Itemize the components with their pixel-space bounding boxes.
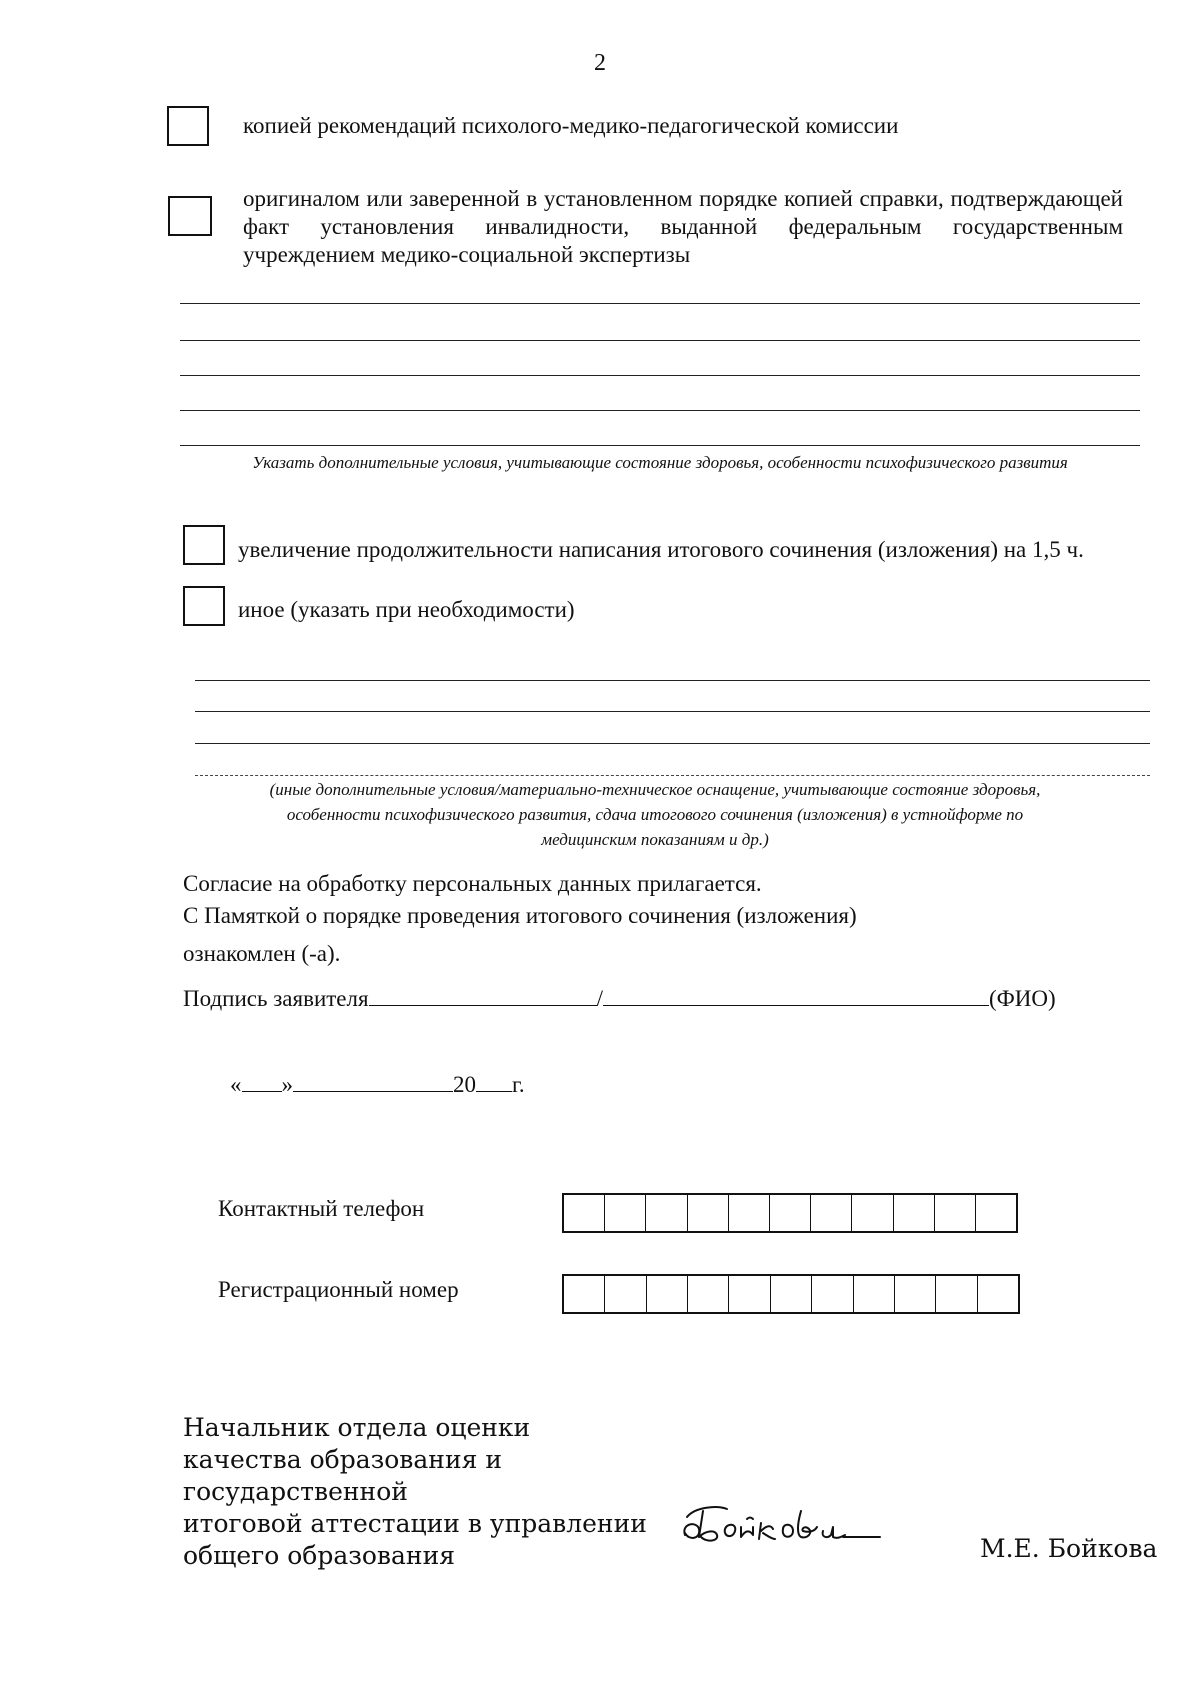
conditions-line-3[interactable]	[180, 375, 1140, 376]
other-label: иное (указать при необходимости)	[238, 597, 575, 622]
disability-certificate-label: оригиналом или заверенной в установленном порядке копией справки, подтверждающей факт установления инвалидности, выданной федеральным государственным учреждением медико-социальной экспертизы	[243, 186, 1123, 267]
other-checkbox[interactable]	[183, 586, 225, 626]
conditions-line-1[interactable]	[180, 303, 1140, 304]
pmpk-copy-checkbox[interactable]	[167, 106, 209, 146]
signature-separator: /	[596, 986, 603, 1011]
date-day-input[interactable]	[242, 1068, 282, 1092]
position-line-4: общего образования	[183, 1541, 456, 1570]
consent-line-1: Согласие на обработку персональных данных прилагается.	[183, 871, 762, 896]
handwritten-signature	[675, 1495, 895, 1555]
conditions-line-2[interactable]	[180, 340, 1140, 341]
registration-number-cell[interactable]	[729, 1276, 770, 1312]
pmpk-copy-label: копией рекомендаций психолого-медико-педагогической комиссии	[243, 113, 899, 138]
conditions-line-5[interactable]	[180, 445, 1140, 446]
date-row	[230, 1068, 830, 1099]
conditions-line-4[interactable]	[180, 410, 1140, 411]
signature-input[interactable]	[369, 982, 597, 1006]
registration-number-grid[interactable]	[562, 1274, 1020, 1314]
position-line-3: итоговой аттестации в управлении	[183, 1509, 647, 1538]
other-line-1[interactable]	[195, 680, 1150, 681]
consent-line-2: С Памяткой о порядке проведения итогового сочинения (изложения)	[183, 903, 857, 928]
registration-number-cell[interactable]	[647, 1276, 688, 1312]
additional-conditions-caption: Указать дополнительные условия, учитывающие состояние здоровья, особенности психофизического развития	[252, 453, 1068, 472]
contact-phone-cell[interactable]	[605, 1195, 646, 1231]
fio-label: (ФИО)	[988, 986, 1056, 1011]
other-line-4[interactable]	[195, 775, 1150, 776]
contact-phone-cell[interactable]	[976, 1195, 1016, 1231]
contact-phone-cell[interactable]	[811, 1195, 852, 1231]
registration-number-cell[interactable]	[605, 1276, 646, 1312]
registration-number-cell[interactable]	[564, 1276, 605, 1312]
registration-number-cell[interactable]	[978, 1276, 1018, 1312]
date-close-quote: »	[281, 1072, 293, 1097]
other-line-3[interactable]	[195, 743, 1150, 744]
date-year-suffix: г.	[512, 1072, 525, 1097]
disability-certificate-checkbox[interactable]	[168, 196, 212, 236]
contact-phone-cell[interactable]	[646, 1195, 687, 1231]
contact-phone-cell[interactable]	[564, 1195, 605, 1231]
registration-number-cell[interactable]	[936, 1276, 977, 1312]
date-month-input[interactable]	[293, 1068, 453, 1092]
extended-time-checkbox[interactable]	[183, 525, 225, 565]
position-line-1: Начальник отдела оценки	[183, 1413, 531, 1442]
signature-label: Подпись заявителя	[183, 986, 369, 1011]
fio-input[interactable]	[603, 982, 989, 1006]
registration-number-cell[interactable]	[854, 1276, 895, 1312]
date-year-prefix: 20	[453, 1072, 476, 1097]
signatory-position	[183, 1412, 723, 1572]
contact-phone-cell[interactable]	[770, 1195, 811, 1231]
other-conditions-caption: (иные дополнительные условия/материально-техническое оснащение, учитывающие состояние здоровья, особенности психофизического развития, сдача итогового сочинения (изложения) в устнойформе по медицинским показаниям и др.)	[269, 780, 1041, 849]
contact-phone-cell[interactable]	[852, 1195, 893, 1231]
registration-number-label: Регистрационный номер	[218, 1277, 459, 1302]
contact-phone-cell[interactable]	[894, 1195, 935, 1231]
contact-phone-grid[interactable]	[562, 1193, 1018, 1233]
date-open-quote: «	[230, 1072, 242, 1097]
contact-phone-cell[interactable]	[729, 1195, 770, 1231]
other-line-2[interactable]	[195, 711, 1150, 712]
signature-row	[183, 982, 1183, 1013]
date-year-input[interactable]	[476, 1068, 512, 1092]
position-line-2: качества образования и государственной	[183, 1445, 502, 1506]
registration-number-cell[interactable]	[895, 1276, 936, 1312]
registration-number-cell[interactable]	[812, 1276, 853, 1312]
registration-number-cell[interactable]	[688, 1276, 729, 1312]
page-number: 2	[594, 50, 606, 76]
contact-phone-cell[interactable]	[688, 1195, 729, 1231]
signatory-name: М.Е. Бойкова	[980, 1534, 1158, 1563]
registration-number-cell[interactable]	[771, 1276, 812, 1312]
contact-phone-label: Контактный телефон	[218, 1196, 425, 1221]
extended-time-label: увеличение продолжительности написания итогового сочинения (изложения) на 1,5 ч.	[238, 537, 1084, 562]
contact-phone-cell[interactable]	[935, 1195, 976, 1231]
consent-line-3: ознакомлен (-а).	[183, 941, 341, 966]
